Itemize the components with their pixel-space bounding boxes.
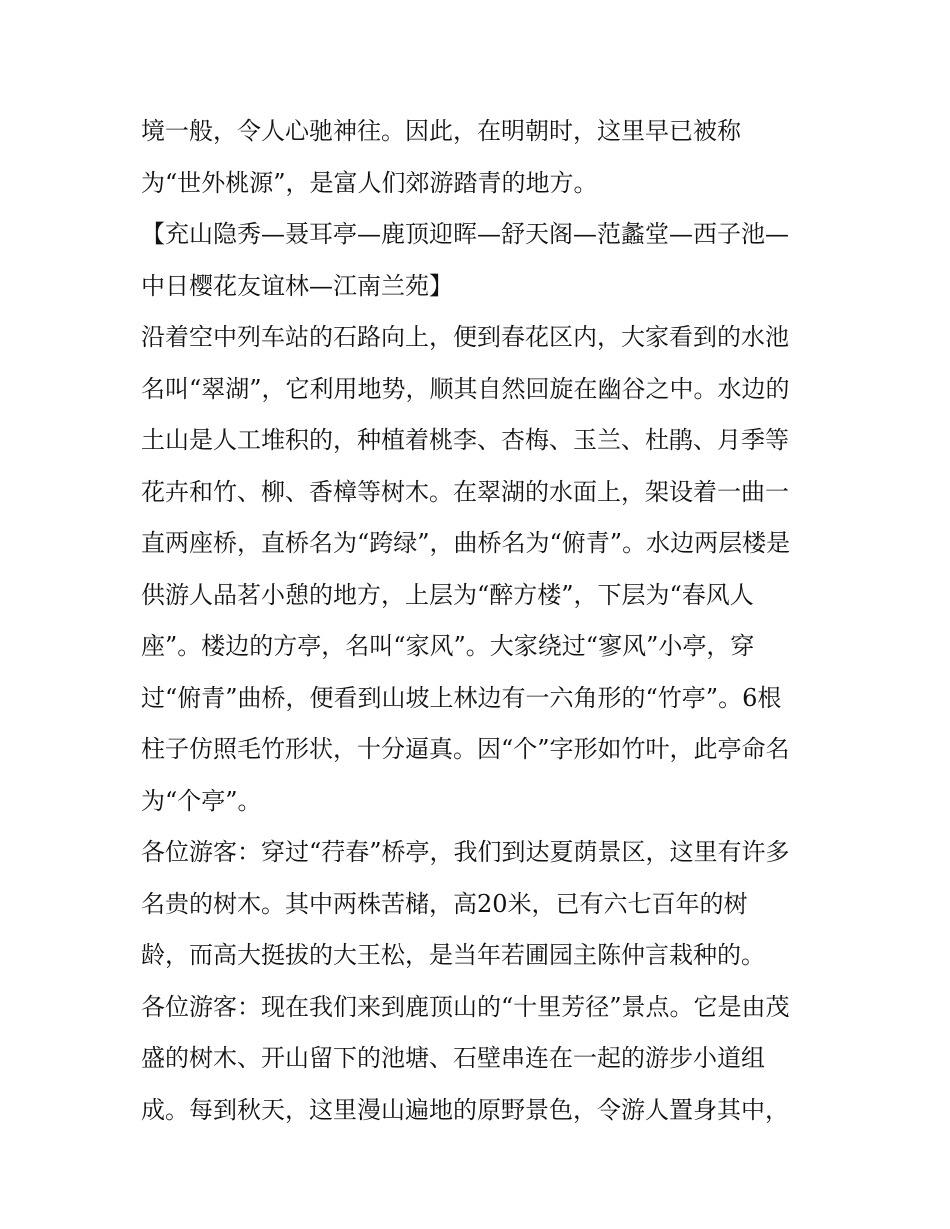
route-heading: 中日樱花友谊林—江南兰苑】 bbox=[141, 271, 453, 300]
route-heading: 【充山隐秀—聂耳亭—鹿顶迎晖—舒天阁—范蠡堂—西子池— bbox=[141, 220, 789, 248]
body-text bbox=[141, 106, 821, 1136]
text-line: 各位游客：穿过“荇春”桥亭，我们到达夏荫景区，这里有许多 bbox=[141, 838, 790, 866]
text-line: 盛的树木、开山留下的池塘、石壁串连在一起的游步小道组 bbox=[141, 1044, 765, 1072]
text-line: 直两座桥，直桥名为“跨绿”，曲桥名为“俯青”。水边两层楼是 bbox=[141, 529, 791, 557]
text-line: 龄，而高大挺拔的大王松，是当年若圃园主陈仲言栽种的。 bbox=[141, 941, 765, 969]
text-line: 境一般，令人心驰神往。因此，在明朝时，这里早已被称 bbox=[141, 117, 741, 145]
text-line: 座”。楼边的方亭，名叫“家风”。大家绕过“寥风”小亭，穿 bbox=[141, 632, 755, 660]
text-line: 花卉和竹、柳、香樟等树木。在翠湖的水面上，架设着一曲一 bbox=[141, 477, 789, 506]
text-line: 沿着空中列车站的石路向上，便到春花区内，大家看到的水池 bbox=[141, 323, 789, 351]
text-line: 为“世外桃源”，是富人们郊游踏青的地方。 bbox=[141, 168, 598, 197]
text-line: 为“个亭”。 bbox=[141, 786, 262, 815]
text-line: 成。每到秋天，这里漫山遍地的原野景色，令游人置身其中， bbox=[141, 1095, 789, 1124]
text-line: 名叫“翠湖”，它利用地势，顺其自然回旋在幽谷之中。水边的 bbox=[141, 374, 790, 403]
text-line: 柱子仿照毛竹形状，十分逼真。因“个”字形如竹叶，此亭命名 bbox=[141, 735, 790, 763]
text-line: 土山是人工堆积的，种植着桃李、杏梅、玉兰、杜鹃、月季等 bbox=[141, 426, 789, 454]
text-line: 各位游客：现在我们来到鹿顶山的“十里芳径”景点。它是由茂 bbox=[141, 992, 790, 1021]
text-line: 名贵的树木。其中两株苦槠，高20米，已有六七百年的树 bbox=[141, 889, 748, 918]
text-line: 供游人品茗小憩的地方，上层为“醉方楼”，下层为“春风人 bbox=[141, 580, 754, 609]
text-line: 过“俯青”曲桥，便看到山坡上林边有一六角形的“竹亭”。6根 bbox=[141, 683, 782, 712]
